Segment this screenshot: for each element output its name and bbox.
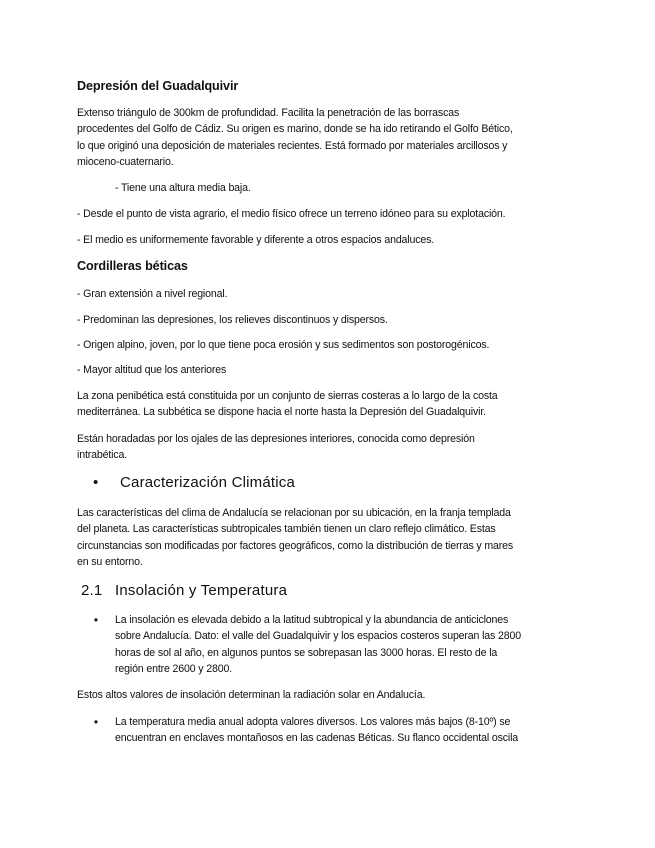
text-line: sobre Andalucía. Dato: el valle del Guadalquivir y los espacios costeros superan las 2800 [115, 630, 521, 643]
paragraph-horadadas [77, 431, 577, 464]
text-line: lo que originó una deposición de materiales recientes. Está formado por materiales arcillosos y [77, 139, 508, 152]
bullet-icon: • [93, 715, 99, 729]
section-number: 2.1 [81, 582, 103, 599]
paragraph-depresion [77, 105, 577, 171]
text-line: horas de sol al año, en algunos puntos se sobrepasan las 3000 horas. El resto de la [115, 646, 498, 659]
text-line: La temperatura media anual adopta valores diversos. Los valores más bajos (8-10º) se [115, 716, 511, 728]
text-line: región entre 2600 y 2800. [115, 663, 232, 676]
heading-insolacion-temperatura [81, 582, 577, 600]
paragraph-clima [77, 505, 577, 571]
paragraph-penibetica [77, 388, 577, 421]
list-item: - Mayor altitud que los anteriores [77, 364, 227, 376]
text-line: La insolación es elevada debido a la latitud subtropical y la abundancia de anticiclones [115, 614, 509, 626]
heading-cordilleras-beticas: Cordilleras béticas [77, 259, 188, 273]
text-line: Las características del clima de Andalucía se relacionan por su ubicación, en la franja templada [77, 507, 511, 519]
text-line: intrabética. [77, 449, 128, 462]
bullet-icon: • [93, 474, 99, 491]
list-item: - Gran extensión a nivel regional. [77, 288, 228, 300]
list-item: - El medio es uniformemente favorable y diferente a otros espacios andaluces. [77, 234, 435, 246]
bullet-item-insolacion [77, 612, 577, 678]
list-item: - Origen alpino, joven, por lo que tiene poca erosión y sus sedimentos son postorogénicos. [77, 339, 490, 351]
bullet-text [115, 714, 518, 747]
section-title: Insolación y Temperatura [115, 582, 288, 599]
heading-depresion-guadalquivir: Depresión del Guadalquivir [77, 79, 239, 93]
text-line: del planeta. Las características subtropicales también tienen un claro reflejo climático. Estas [77, 523, 496, 536]
text-line: mediterránea. La subbética se dispone hacia el norte hasta la Depresión del Guadalquivir. [77, 406, 486, 419]
text-line: en su entorno. [77, 556, 143, 569]
indented-list-item: - Tiene una altura media baja. [115, 182, 251, 194]
text-line: circunstancias son modificadas por factores geográficos, como la distribución de tierras y mares [77, 539, 514, 552]
text-line: Están horadadas por los ojales de las depresiones interiores, conocida como depresión [77, 433, 475, 445]
text-line: procedentes del Golfo de Cádiz. Su origen es marino, donde se ha ido retirando el Golfo Bético, [77, 123, 513, 136]
bullet-text [115, 612, 521, 678]
text-line: La zona penibética está constituida por un conjunto de sierras costeras a lo largo de la costa [77, 390, 498, 402]
heading-caracterizacion-climatica [93, 474, 577, 492]
bullet-icon: • [93, 613, 99, 627]
list-item: - Predominan las depresiones, los relieves discontinuos y dispersos. [77, 314, 388, 326]
section-title: Caracterización Climática [120, 474, 296, 491]
text-line: Extenso triángulo de 300km de profundidad. Facilita la penetración de las borrascas [77, 107, 460, 119]
text-line: mioceno-cuaternario. [77, 156, 174, 169]
bullet-item-temperatura [77, 714, 577, 747]
list-item: - Desde el punto de vista agrario, el medio físico ofrece un terreno idóneo para su explotación. [77, 208, 506, 220]
paragraph-radiacion: Estos altos valores de insolación determinan la radiación solar en Andalucía. [77, 689, 426, 701]
text-line: encuentran en enclaves montañosos en las cadenas Béticas. Su flanco occidental oscila [115, 732, 519, 745]
